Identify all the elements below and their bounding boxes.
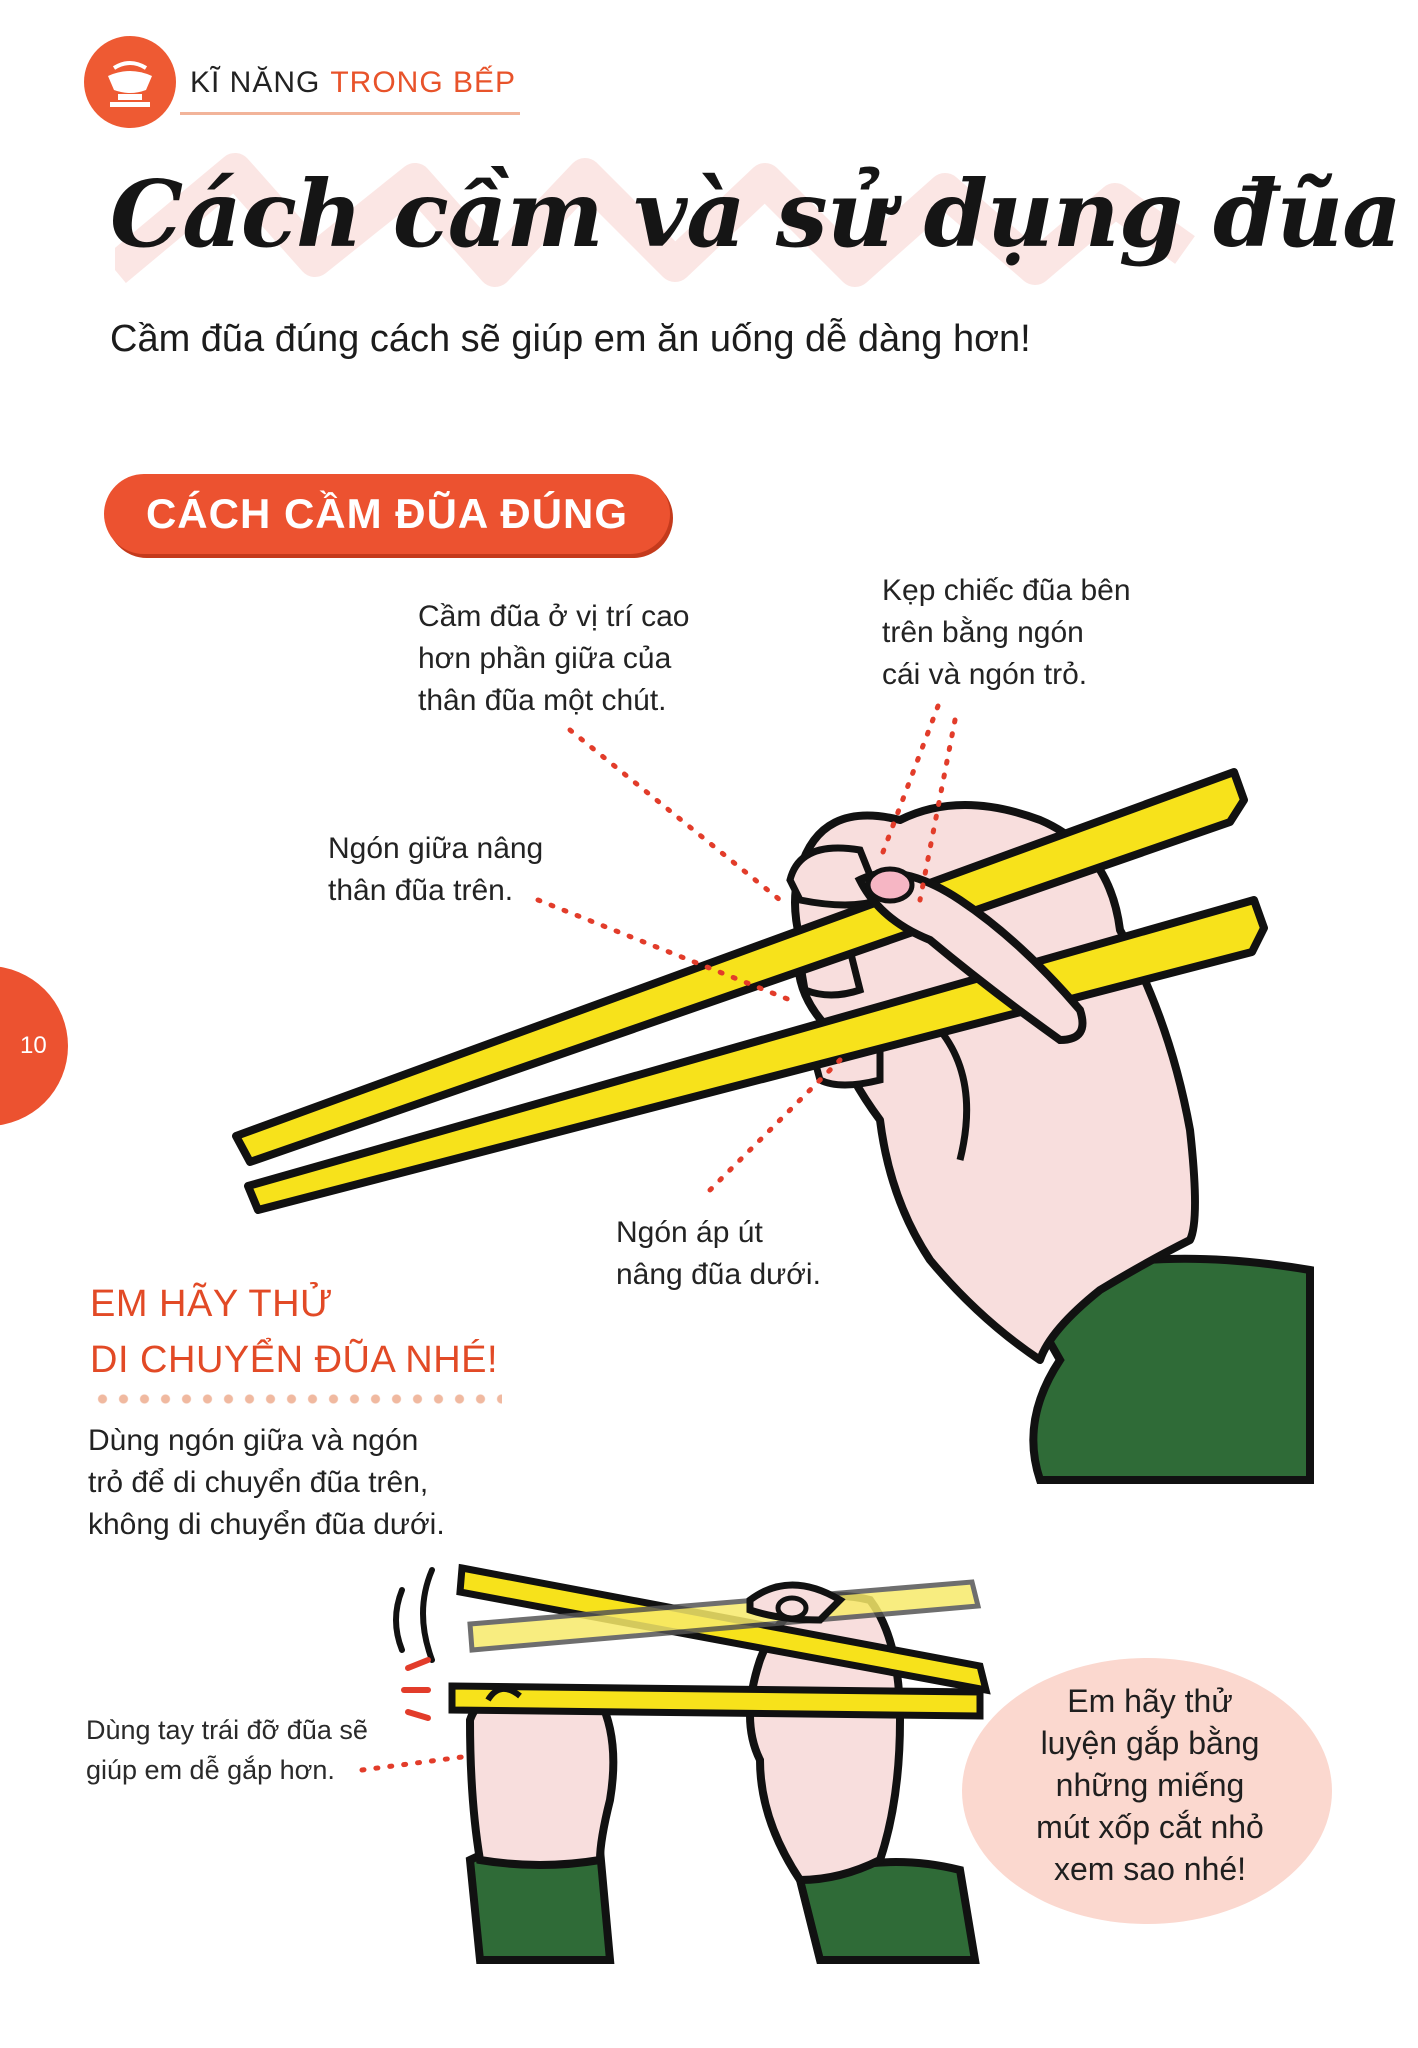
try-instructions: Dùng ngón giữa và ngón trỏ để di chuyển đũa trên, không di chuyển đũa dưới. xyxy=(88,1424,445,1541)
fixed-chopstick xyxy=(452,1686,980,1716)
category-label-part2: TRONG BẾP xyxy=(330,66,517,99)
page-subtitle: Cầm đũa đúng cách sẽ giúp em ăn uống dễ dàng hơn! xyxy=(110,318,1031,360)
tap-marks xyxy=(404,1660,428,1718)
try-heading: EM HÃY THỬ DI CHUYỂN ĐŨA NHÉ! xyxy=(90,1283,499,1381)
note-ring-finger: Ngón áp út nâng đũa dưới. xyxy=(616,1216,821,1291)
category-label-part1: KĨ NĂNG xyxy=(190,66,321,99)
left-hand-note: Dùng tay trái đỡ đũa sẽ giúp em dễ gắp hơn. xyxy=(86,1715,368,1785)
motion-marks xyxy=(396,1570,432,1660)
note-middle-finger: Ngón giữa nâng thân đũa trên. xyxy=(328,832,544,907)
tip-bubble-text: Em hãy thử luyện gắp bằng những miếng mút xốp cắt nhỏ xem sao nhé! xyxy=(1036,1683,1264,1887)
left-hand-pointer xyxy=(362,1756,470,1770)
note-thumb-index: Kẹp chiếc đũa bên trên bằng ngón cái và ngón trỏ. xyxy=(882,574,1131,691)
page-title: Cách cầm và sử dụng đũa xyxy=(110,160,1401,268)
note-grip-position: Cầm đũa ở vị trí cao hơn phần giữa của thân đũa một chút. xyxy=(418,600,690,717)
left-hand xyxy=(470,1695,613,1865)
section-heading: CÁCH CẦM ĐŨA ĐÚNG xyxy=(145,490,629,537)
page-number: 10 xyxy=(20,1032,47,1059)
